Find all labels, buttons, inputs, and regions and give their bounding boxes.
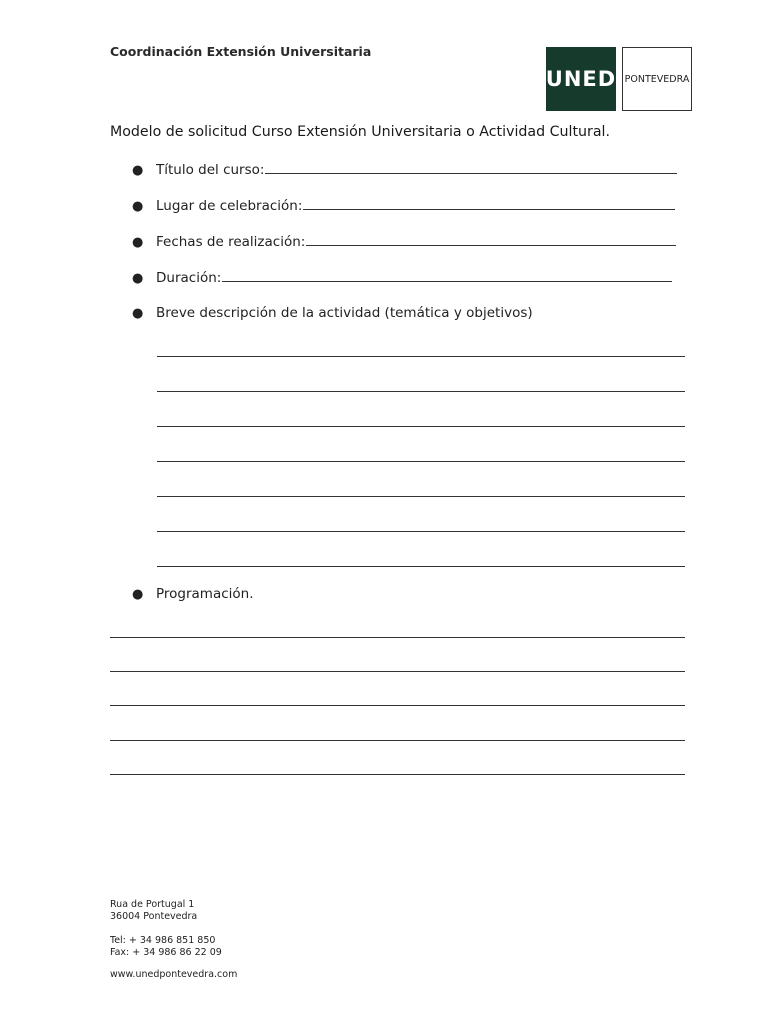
uned-logo: UNED [546,47,616,111]
field-venue [132,198,675,214]
form-title: Modelo de solicitud Curso Extensión Universitaria o Actividad Cultural. [110,124,610,140]
address-city: 36004 Pontevedra [110,911,198,922]
description-line[interactable] [157,566,685,567]
bullet-icon: ● [132,271,144,286]
field-label: Programación. [156,586,254,602]
fax-number: Fax: + 34 986 86 22 09 [110,947,222,958]
website-link[interactable]: www.unedpontevedra.com [110,969,238,980]
description-line[interactable] [157,531,685,532]
description-line[interactable] [157,461,685,462]
program-line[interactable] [110,774,685,775]
pontevedra-logo: PONTEVEDRA [622,47,692,111]
bullet-icon: ● [132,199,144,214]
field-label: Breve descripción de la actividad (temática y objetivos) [156,305,533,321]
description-line[interactable] [157,426,685,427]
description-line[interactable] [157,391,685,392]
program-line[interactable] [110,637,685,638]
bullet-icon: ● [132,235,144,250]
org-title: Coordinación Extensión Universitaria [110,44,372,59]
dates-blank[interactable] [306,235,676,246]
field-duration [132,270,672,286]
phone-number: Tel: + 34 986 851 850 [110,935,216,946]
description-line[interactable] [157,496,685,497]
description-line[interactable] [157,356,685,357]
venue-blank[interactable] [303,199,675,210]
course-title-blank[interactable] [265,163,677,174]
bullet-icon: ● [132,587,144,602]
field-dates [132,234,676,250]
address-street: Rua de Portugal 1 [110,899,195,910]
field-program [132,586,254,602]
program-line[interactable] [110,740,685,741]
field-label: Fechas de realización: [156,234,306,250]
field-course-title [132,162,677,178]
field-description [132,305,533,321]
duration-blank[interactable] [222,271,672,282]
field-label: Duración: [156,270,222,286]
field-label: Título del curso: [156,162,265,178]
program-line[interactable] [110,671,685,672]
field-label: Lugar de celebración: [156,198,303,214]
program-line[interactable] [110,705,685,706]
bullet-icon: ● [132,306,144,321]
bullet-icon: ● [132,163,144,178]
